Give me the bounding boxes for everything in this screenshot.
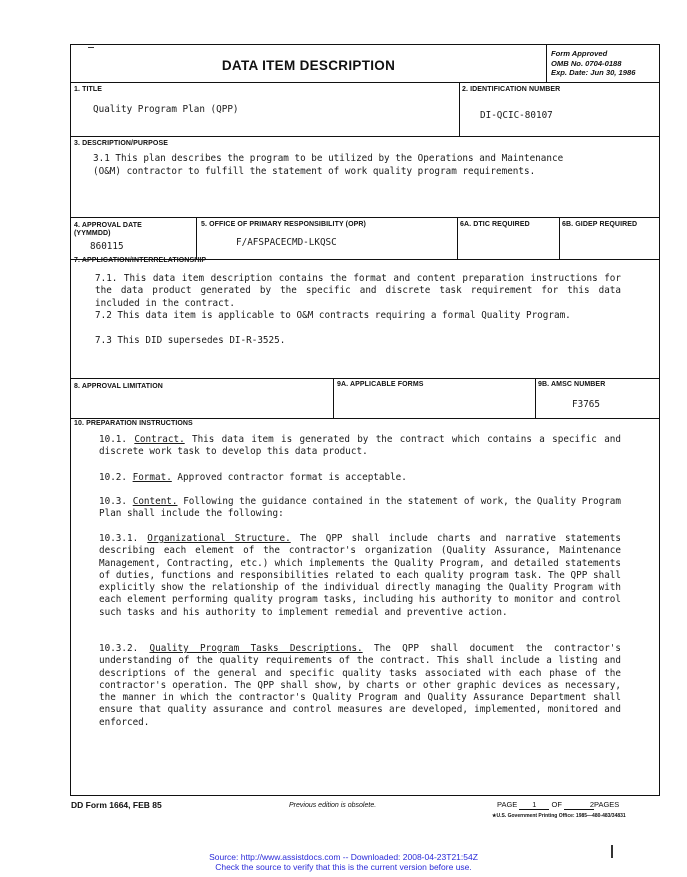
form-approved-text: Form Approved bbox=[551, 49, 608, 58]
rule-row8 bbox=[71, 418, 659, 419]
form-approved-block bbox=[551, 49, 635, 78]
approval-date-label-sub: (YYMMDD) bbox=[74, 230, 111, 237]
identification-label: 2. IDENTIFICATION NUMBER bbox=[462, 86, 561, 93]
instruction-number: 10.2. bbox=[99, 472, 127, 483]
instruction-text: The QPP shall document the contractor's understanding of the quality requirements of the contract. This shall include a listing and descriptions of the general and specific quality tasks associated with each phase of the contractor's operation. The QPP shall show, by charts or other graphic devices as necessary, the manner in which the contractor's Quality Program and Quality Assurance Department shall ensure that quality assurance and control measures are developed, implemented, monitored and enforced. bbox=[99, 643, 621, 728]
instruction-heading: Contract. bbox=[134, 434, 185, 445]
instruction-heading: Content. bbox=[132, 496, 178, 507]
divider-forms-amsc bbox=[535, 378, 536, 418]
rule-row3 bbox=[71, 217, 659, 218]
preparation-label: 10. PREPARATION INSTRUCTIONS bbox=[74, 420, 193, 427]
data-item-description-form bbox=[70, 44, 660, 796]
divider-date-opr bbox=[196, 217, 197, 259]
applicable-forms-label: 9A. APPLICABLE FORMS bbox=[337, 381, 424, 388]
rule-row7 bbox=[71, 378, 659, 379]
instruction-10-3-1 bbox=[99, 533, 621, 619]
amsc-label: 9B. AMSC NUMBER bbox=[538, 381, 606, 388]
rule-row1 bbox=[71, 136, 659, 137]
divider-opr-dtic bbox=[457, 217, 458, 259]
description-line-2: (O&M) contractor to fulfill the statement of work quality program requirements. bbox=[93, 166, 536, 177]
divider-limitation-forms bbox=[333, 378, 334, 418]
title-label: 1. TITLE bbox=[74, 86, 103, 93]
divider-dtic-gidep bbox=[559, 217, 560, 259]
approval-limitation-label: 8. APPROVAL LIMITATION bbox=[74, 383, 163, 390]
previous-edition-note: Previous edition is obsolete. bbox=[289, 802, 377, 809]
instruction-number: 10.3.2. bbox=[99, 643, 139, 654]
rule-header bbox=[71, 82, 659, 83]
header-divider bbox=[546, 45, 547, 82]
form-number: DD Form 1664, FEB 85 bbox=[71, 800, 162, 810]
instruction-text: This data item is generated by the contract which contains a specific and discrete work task to develop this data product. bbox=[99, 434, 621, 458]
source-line-2: Check the source to verify that this is the current version before use. bbox=[215, 862, 472, 872]
application-para-1: 7.1. This data item description contains the format and content preparation instructions for the data product generated by the specific and discrete task requirement for this data included in the contract. bbox=[95, 273, 621, 309]
approval-date-value: 860115 bbox=[90, 241, 124, 252]
instruction-10-1 bbox=[99, 434, 621, 459]
instruction-heading: Quality Program Tasks Descriptions. bbox=[149, 643, 363, 654]
form-title: DATA ITEM DESCRIPTION bbox=[221, 58, 396, 73]
page-number: 1 bbox=[519, 800, 549, 810]
source-line-1: Source: http://www.assistdocs.com -- Downloaded: 2008-04-23T21:54Z bbox=[209, 852, 478, 862]
identification-value: DI-QCIC-80107 bbox=[480, 110, 553, 121]
amsc-value: F3765 bbox=[572, 399, 600, 410]
instruction-number: 10.1. bbox=[99, 434, 127, 445]
instruction-number: 10.3.1. bbox=[99, 533, 139, 544]
printing-office-note: ★U.S. Government Printing Office: 1985—480-483/34831 bbox=[492, 813, 626, 819]
instruction-heading: Format. bbox=[132, 472, 172, 483]
description-label: 3. DESCRIPTION/PURPOSE bbox=[74, 140, 168, 147]
instruction-number: 10.3. bbox=[99, 496, 127, 507]
pages-label: PAGES bbox=[594, 800, 620, 809]
instruction-10-3 bbox=[99, 496, 621, 521]
total-pages: 2 bbox=[564, 800, 594, 810]
opr-value: F/AFSPACECMD-LKQSC bbox=[236, 237, 337, 248]
instruction-heading: Organizational Structure. bbox=[147, 533, 291, 544]
approval-date-label bbox=[74, 222, 142, 238]
opr-label: 5. OFFICE OF PRIMARY RESPONSIBILITY (OPR) bbox=[201, 221, 366, 228]
application-label: 7. APPLICATION/INTERRELATIONSHIP bbox=[74, 257, 207, 264]
dtic-label: 6A. DTIC REQUIRED bbox=[460, 221, 530, 228]
title-value: Quality Program Plan (QPP) bbox=[93, 104, 239, 115]
instruction-text: Following the guidance contained in the statement of work, the Quality Program Plan shall include the following: bbox=[99, 496, 621, 520]
application-para-3: 7.3 This DID supersedes DI-R-3525. bbox=[95, 335, 286, 346]
page-indicator bbox=[497, 800, 619, 810]
approval-date-label-main: 4. APPROVAL DATE bbox=[74, 222, 142, 229]
instruction-text: Approved contractor format is acceptable. bbox=[171, 472, 407, 483]
gidep-label: 6B. GIDEP REQUIRED bbox=[562, 221, 638, 228]
expiration-date: Exp. Date: Jun 30, 1986 bbox=[551, 68, 636, 77]
instruction-10-2 bbox=[99, 472, 621, 484]
source-note bbox=[0, 852, 687, 872]
instruction-10-3-2 bbox=[99, 643, 621, 729]
scan-mark bbox=[88, 47, 94, 48]
page-label: PAGE bbox=[497, 800, 518, 809]
divider-title-id bbox=[459, 82, 460, 136]
application-para-2: 7.2 This data item is applicable to O&M contracts requiring a formal Quality Program. bbox=[95, 310, 571, 321]
instruction-text: The QPP shall include charts and narrative statements describing each element of the contractor's organization (Quality Assurance, Maintenance Management, Contracting, etc.) which implements the Quality Program, and detailed statements of duties, functions and responsibilities related to each quality program task. The QPP shall explicitly show the relationship of the individual directly managing the Quality Program with each element performing quality program tasks, including his authority to monitor and control such tasks and his authority to implement remedial and preventive action. bbox=[99, 533, 621, 618]
of-label: OF bbox=[551, 800, 562, 809]
omb-number: OMB No. 0704-0188 bbox=[551, 58, 622, 68]
description-line-1: 3.1 This plan describes the program to be utilized by the Operations and Maintenance bbox=[93, 153, 564, 164]
